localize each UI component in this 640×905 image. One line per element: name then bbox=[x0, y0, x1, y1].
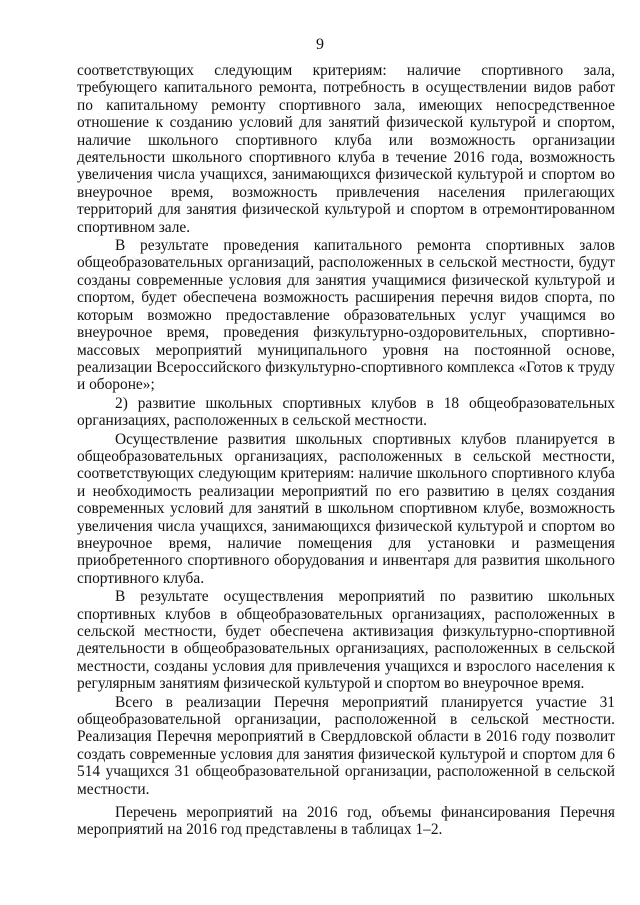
paragraph: В результате осуществления мероприятий по развитию школьных спортивных клубов в общеобразовательных организациях, расположенных в сельской местности, будет обеспечена активизация физкультурно-спортивной деятельности в общеобразовательных организациях, расположенных в сельской местности, созданы условия для привлечения учащихся и взрослого населения к регулярным занятиям физической культурой и спортом во внеурочное время. bbox=[77, 588, 615, 693]
page-number: 9 bbox=[316, 36, 324, 53]
paragraph-continuation: соответствующих следующим критериям: наличие спортивного зала, требующего капитального ремонта, потребность в осуществлении видов работ по капитальному ремонту спортивного зала, имеющих непосредственное отношение к созданию условий для занятий физической культурой и спортом, наличие школьного спортивного клуба или возможность организации деятельности школьного спортивного клуба в течение 2016 года, возможность увеличения числа учащихся, занимающихся физической культурой и спортом во внеурочное время, возможность привлечения населения прилегающих территорий для занятия физической культурой и спортом в отремонтированном спортивном зале. bbox=[77, 62, 615, 236]
paragraph: Перечень мероприятий на 2016 год, объемы финансирования Перечня мероприятий на 2016 год представлены в таблицах 1–2. bbox=[77, 804, 615, 839]
paragraph: В результате проведения капитального ремонта спортивных залов общеобразовательных организаций, расположенных в сельской местности, будут созданы современные условия для занятия учащимися физической культурой и спортом, будет обеспечена возможность расширения перечня видов спорта, по которым возможно предоставление образовательных услуг учащимся во внеурочное время, проведения физкультурно-оздоровительных, спортивно-массовых мероприятий муниципального уровня на постоянной основе, реализации Всероссийского физкультурно-спортивного комплекса «Готов к труду и обороне»; bbox=[77, 237, 615, 394]
paragraph-list-item: 2) развитие школьных спортивных клубов в 18 общеобразовательных организациях, расположенных в сельской местности. bbox=[77, 394, 615, 430]
paragraph: Всего в реализации Перечня мероприятий планируется участие 31 общеобразовательной организации, расположенной в сельской местности. Реализация Перечня мероприятий в Свердловской области в 2016 году позволит создать современные условия для занятия физической культурой и спортом для 6 514 учащихся 31 общеобразовательной организации, расположенной в сельской местности. bbox=[77, 693, 615, 798]
body-text bbox=[77, 62, 615, 839]
paragraph: Осуществление развития школьных спортивных клубов планируется в общеобразовательных организациях, расположенных в сельской местности, соответствующих следующим критериям: наличие школьного спортивного клуба и необходимость реализации мероприятий по его развитию в целях создания современных условий для занятий в школьном спортивном клубе, возможность увеличения числа учащихся, занимающихся физической культурой и спортом во внеурочное время, наличие помещения для установки и размещения приобретенного спортивного оборудования и инвентаря для развития школьного спортивного клуба. bbox=[77, 430, 615, 587]
